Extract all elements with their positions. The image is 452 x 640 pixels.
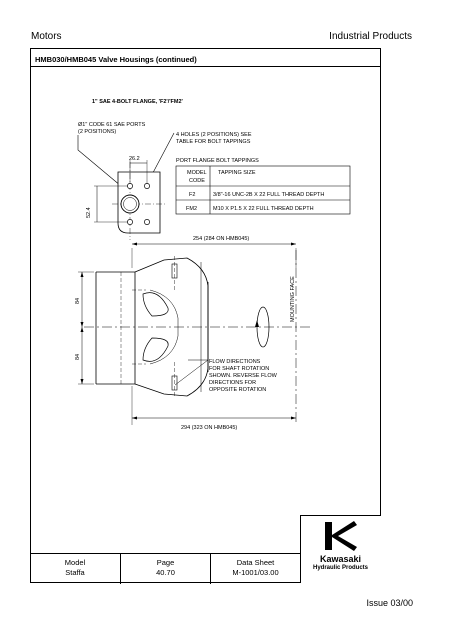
footer-sheet-label: Data Sheet	[236, 558, 275, 567]
table-header-model-2: CODE	[189, 178, 205, 184]
flange-face-view	[112, 162, 166, 240]
kawasaki-logo-box	[300, 515, 381, 583]
table-row-size: M10 X P1.5 X 22 FULL THREAD DEPTH	[213, 206, 314, 212]
section-title: HMB030/HMB045 Valve Housings (continued)	[35, 55, 197, 64]
dim-52-4: 52.4	[86, 207, 92, 218]
footer-page-label: Page	[156, 558, 175, 567]
dim-294: 294 (323 ON HMB045)	[181, 425, 238, 431]
issue-date: Issue 03/00	[366, 598, 413, 608]
footer-page-cell	[120, 554, 210, 584]
holes-note-line-1: 4 HOLES (2 POSITIONS) SEE	[176, 132, 252, 138]
footer-model-value: Staffa	[65, 568, 85, 577]
mounting-face-label: MOUNTING FACE	[290, 276, 296, 322]
ports-leader	[78, 135, 121, 186]
footer-model-cell	[30, 554, 120, 584]
dim-26-2: 26.2	[129, 156, 140, 162]
table-header-size: TAPPING SIZE	[218, 170, 256, 176]
table-header-model-1: MODEL	[187, 170, 207, 176]
dim-254: 254 (284 ON HMB045)	[193, 236, 250, 242]
flange-title: 1" SAE 4-BOLT FLANGE, 'F2'/'FM2'	[92, 99, 183, 105]
footer-sheet-value: M-1001/03.00	[232, 568, 279, 577]
flow-note-line-2: FOR SHAFT ROTATION	[209, 366, 270, 372]
header-left: Motors	[31, 31, 62, 42]
footer-sheet-cell	[210, 554, 300, 584]
dim-84-bottom: 84	[75, 353, 81, 360]
table-row-code: FM2	[186, 206, 197, 212]
flow-note-line-4: DIRECTIONS FOR	[209, 380, 257, 386]
tappings-title: PORT FLANGE BOLT TAPPINGS	[176, 158, 259, 164]
flow-note-line-3: SHOWN. REVERSE FLOW	[209, 373, 277, 379]
flow-note-line-5: OPPOSITE ROTATION	[209, 387, 267, 393]
kawasaki-k-logo-icon	[324, 520, 358, 552]
flow-note-line-1: FLOW DIRECTIONS	[209, 359, 261, 365]
footer-model-label: Model	[64, 558, 86, 567]
footer-page-value: 40.70	[156, 568, 175, 577]
holes-note-line-2: TABLE FOR BOLT TAPPINGS	[176, 139, 251, 145]
table-row-size: 3/8"-16 UNC-2B X 22 FULL THREAD DEPTH	[213, 192, 325, 198]
logo-name: Kawasaki	[319, 554, 362, 564]
ports-note-line-2: (2 POSITIONS)	[78, 129, 117, 135]
header-right: Industrial Products	[329, 31, 412, 42]
ports-note-line-1: Ø1" CODE 61 SAE PORTS	[78, 122, 146, 128]
table-row-code: F2	[189, 192, 196, 198]
logo-subtitle: Hydraulic Products	[312, 565, 368, 571]
dim-84-top: 84	[75, 297, 81, 304]
